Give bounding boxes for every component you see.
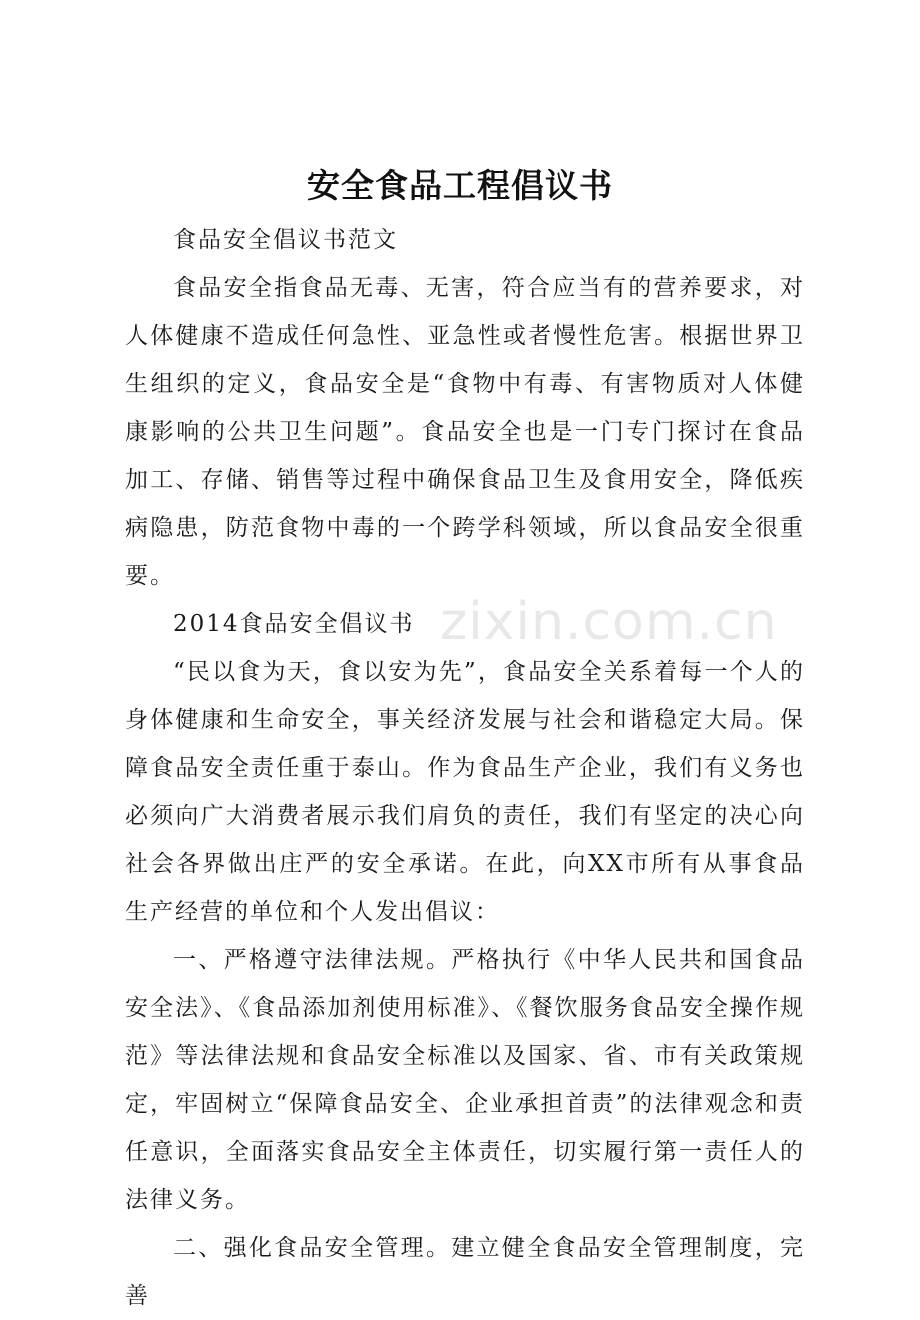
document-title: 安全食品工程倡议书	[307, 166, 613, 205]
document-body	[125, 216, 805, 1320]
paragraph-heading-2014: 2014食品安全倡议书	[173, 611, 415, 637]
paragraph-point-two: 二、强化食品安全管理。建立健全食品安全管理制度，完善	[125, 1235, 805, 1309]
paragraph-subtitle: 食品安全倡议书范文	[173, 227, 398, 253]
paragraph-introduction: “民以食为天，食以安为先”，食品安全关系着每一个人的身体健康和生命安全，事关经济发展与社会和谐稳定大局。保障食品安全责任重于泰山。作为食品生产企业，我们有义务也必须向广大消费者展示我们肩负的责任，我们有坚定的决心向社会各界做出庄严的安全承诺。在此，向XX市所有从事食品生产经营的单位和个人发出倡议：	[125, 659, 805, 925]
watermark: zixin.com.cn	[440, 592, 778, 652]
paragraph-definition: 食品安全指食品无毒、无害，符合应当有的营养要求，对人体健康不造成任何急性、亚急性或者慢性危害。根据世界卫生组织的定义，食品安全是“食物中有毒、有害物质对人体健康影响的公共卫生问题”。食品安全也是一门专门探讨在食品加工、存储、销售等过程中确保食品卫生及食用安全，降低疾病隐患，防范食物中毒的一个跨学科领域，所以食品安全很重要。	[125, 275, 805, 589]
paragraph-point-one: 一、严格遵守法律法规。严格执行《中华人民共和国食品安全法》、《食品添加剂使用标准》、《餐饮服务食品安全操作规范》等法律法规和食品安全标准以及国家、省、市有关政策规定，牢固树立“保障食品安全、企业承担首责”的法律观念和责任意识，全面落实食品安全主体责任，切实履行第一责任人的法律义务。	[125, 947, 805, 1213]
